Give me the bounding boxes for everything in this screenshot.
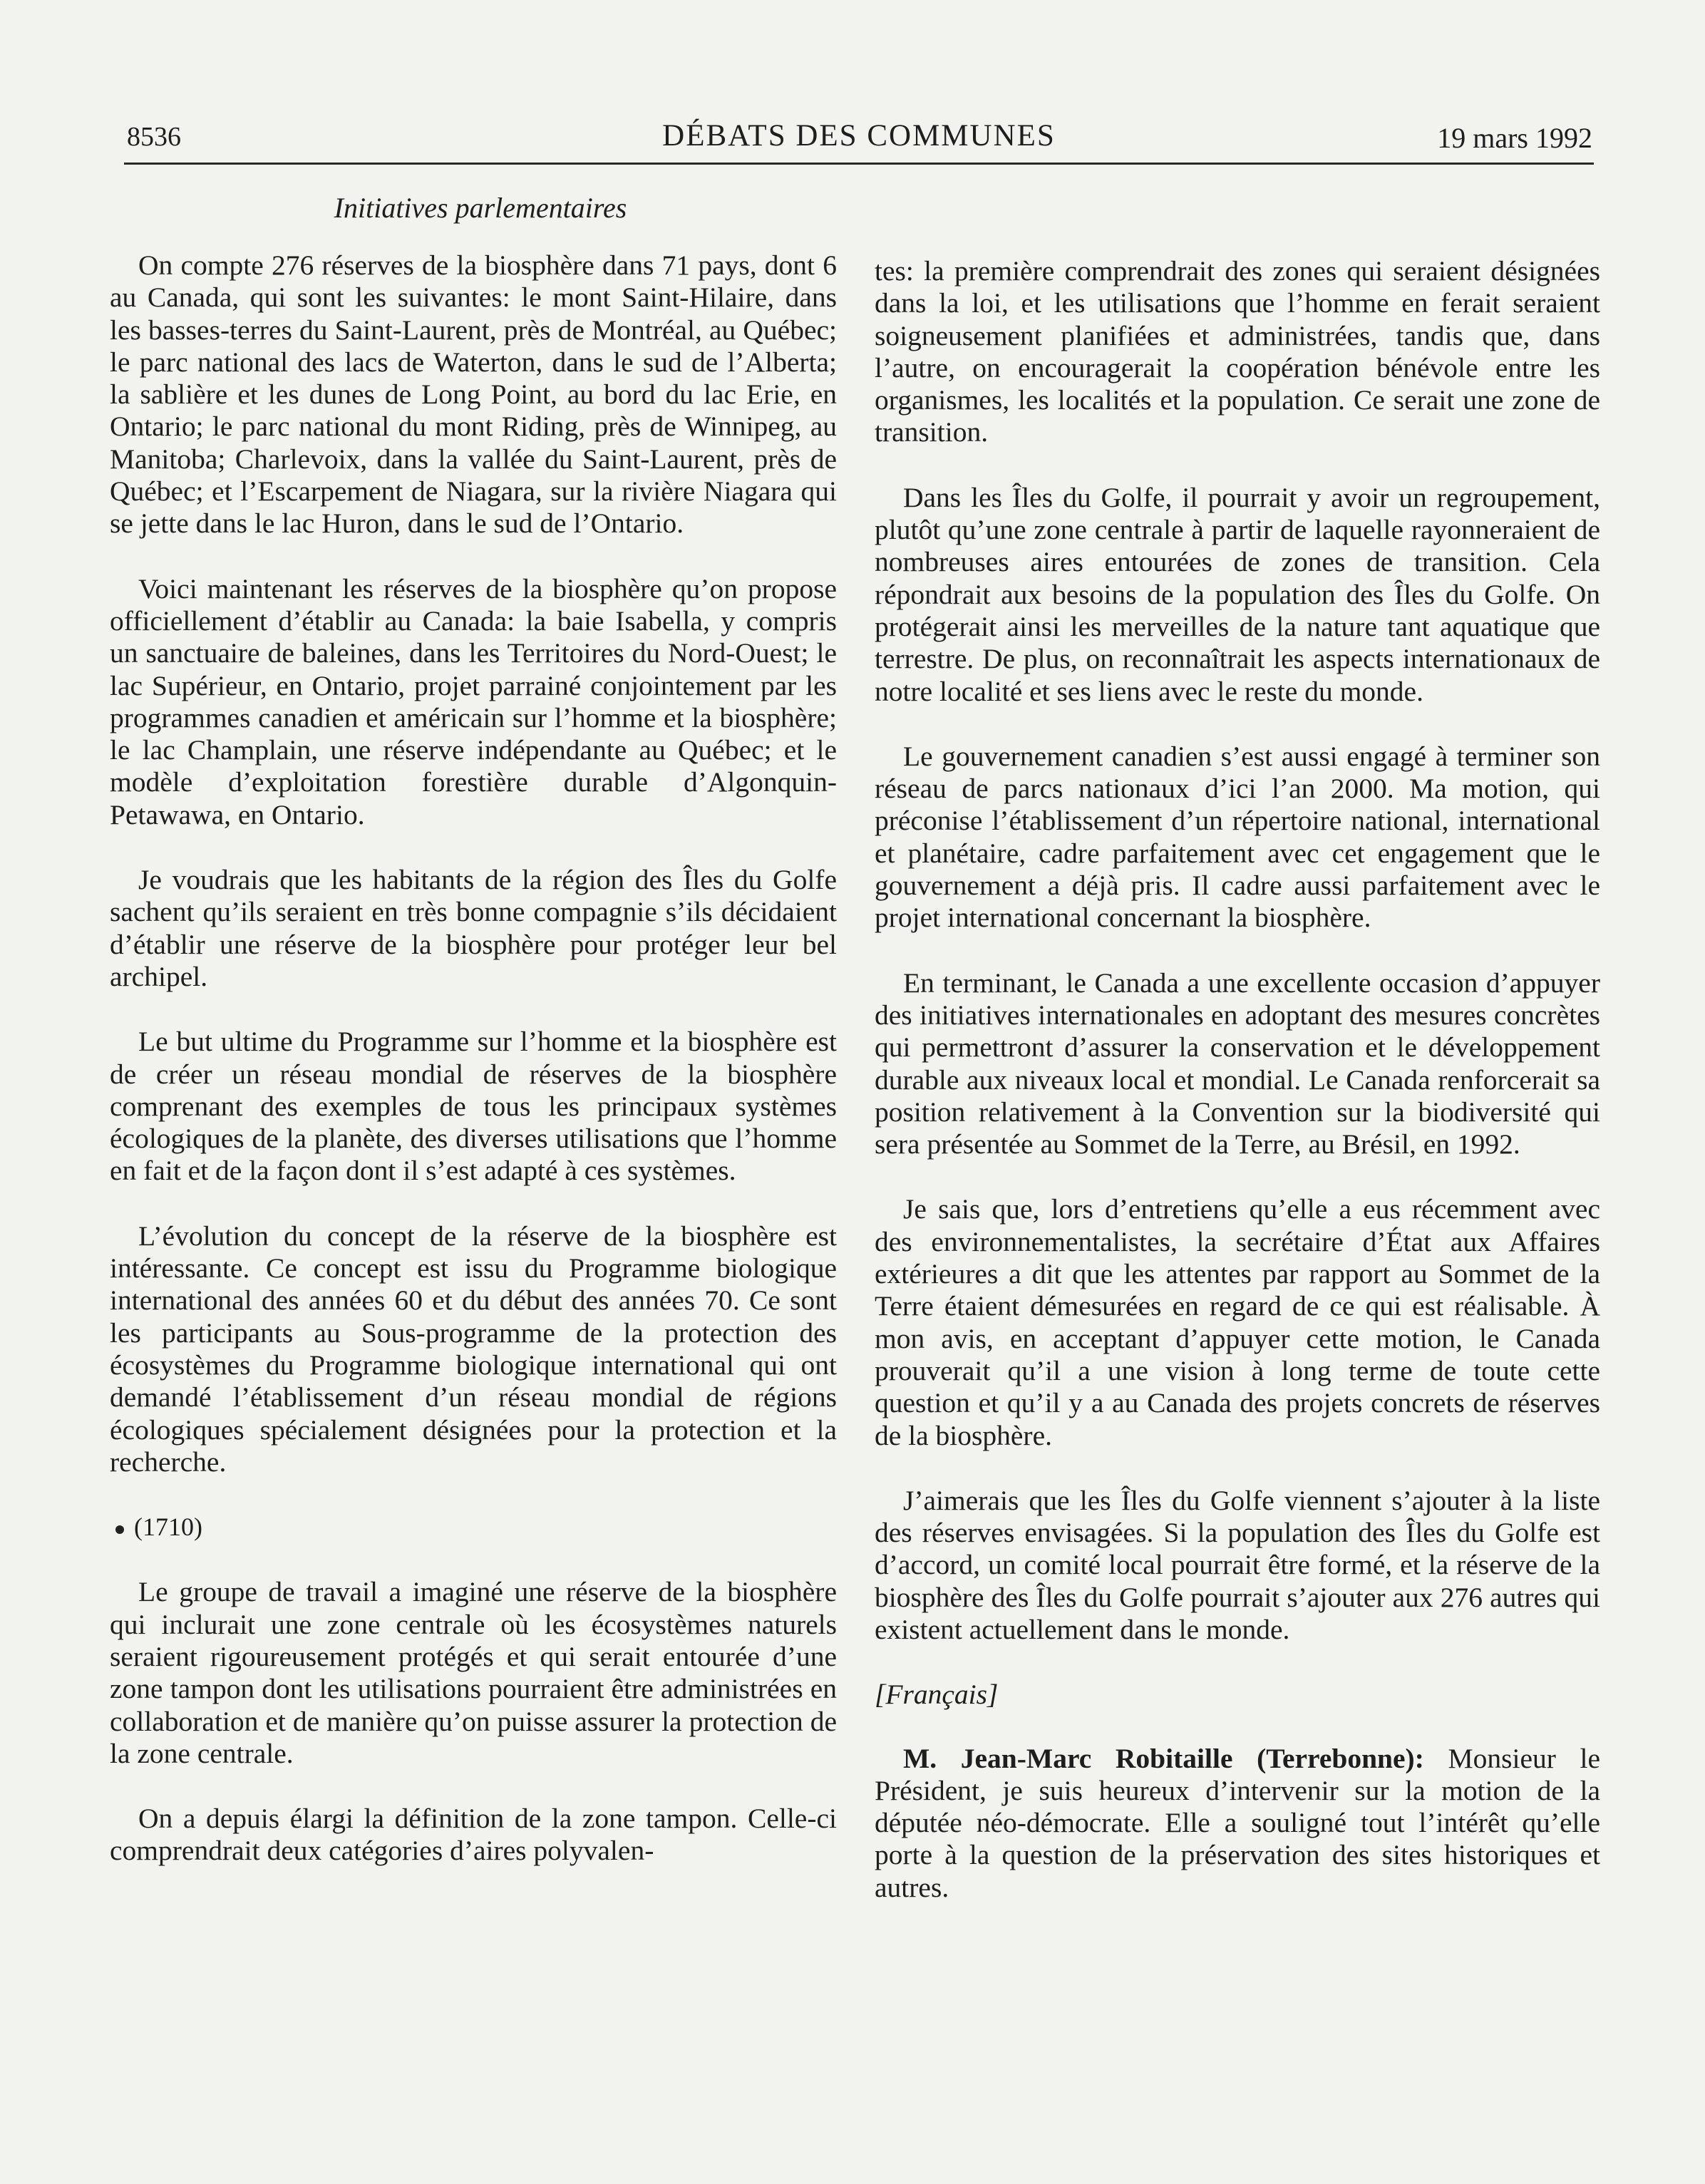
paragraph: En terminant, le Canada a une excellente occasion d’appuyer des initiatives internationales en adoptant des mesures concrètes qui permettront d’assurer la conservation et le développement durable aux niveaux local et mondial. Le Canada renforcerait sa position relativement à la Convention sur la biodiversité qui sera présentée au Sommet de la Terre, au Brésil, en 1992. <box>875 967 1600 1160</box>
speaker-paragraph <box>875 1743 1600 1904</box>
language-tag: [Français] <box>875 1679 999 1711</box>
section-label: Initiatives parlementaires <box>334 192 627 224</box>
paragraph: Voici maintenant les réserves de la biosphère qu’on propose officiellement d’établir au Canada: la baie Isabella, y compris un sanctuaire de baleines, dans les Territoires du Nord-Ouest; le lac Supérieur, en Ontario, projet parrainé conjointement par les programmes canadien et américain sur l’homme et la biosphère; le lac Champlain, une réserve indépendante au Québec; et le modèle d’exploitation forestière durable d’Algonquin-Petawawa, en Ontario. <box>110 572 837 830</box>
right-column <box>875 255 1600 1937</box>
speech-text: Monsieur le Président, je suis heureux d’intervenir sur la motion de la députée néo-démocrate. Elle a souligné tout l’intérêt qu’elle porte à la question de la préservation des sites historiques et autres. <box>875 1742 1600 1903</box>
paragraph: L’évolution du concept de la réserve de la biosphère est intéressante. Ce concept est issu du Programme biologique international des années 60 et du début des années 70. Ce sont les participants au Sous-programme de la protection des écosystèmes du Programme biologique international qui ont demandé l’établissement d’un réseau mondial de régions écologiques spécialement désignées pour la protection et la recherche. <box>110 1220 837 1478</box>
time-marker-text: (1710) <box>134 1513 202 1542</box>
paragraph: Le gouvernement canadien s’est aussi engagé à terminer son réseau de parcs nationaux d’ici l’an 2000. Ma motion, qui préconise l’établissement d’un répertoire national, international et planétaire, cadre parfaitement avec cet engagement que le gouvernement a déjà pris. Il cadre aussi parfaitement avec le projet international concernant la biosphère. <box>875 740 1600 934</box>
paragraph: Je voudrais que les habitants de la région des Îles du Golfe sachent qu’ils seraient en très bonne compagnie s’ils décidaient d’établir une réserve de la biosphère pour protéger leur bel archipel. <box>110 864 837 992</box>
page-number: 8536 <box>127 122 181 152</box>
paragraph: On compte 276 réserves de la biosphère dans 71 pays, dont 6 au Canada, qui sont les suivantes: le mont Saint-Hilaire, dans les basses-terres du Saint-Laurent, près de Montréal, au Québec; le parc national des lacs de Waterton, dans le sud de l’Alberta; la sablière et les dunes de Long Point, au bord du lac Erie, en Ontario; le parc national du mont Riding, près de Winnipeg, au Manitoba; Charlevoix, dans la vallée du Saint-Laurent, près de Québec; et l’Escarpement de Niagara, sur la rivière Niagara qui se jette dans le lac Huron, dans le sud de l’Ontario. <box>110 249 837 540</box>
paragraph: tes: la première comprendrait des zones qui seraient désignées dans la loi, et les utilisations que l’homme en ferait seraient soigneusement planifiées et administrées, tandis que, dans l’autre, on encouragerait la coopération bénévole entre les organismes, les localités et la population. Ce serait une zone de transition. <box>875 255 1600 448</box>
left-column <box>110 249 837 1900</box>
paragraph: Je sais que, lors d’entretiens qu’elle a eus récemment avec des environnementalistes, la secrétaire d’État aux Affaires extérieures a dit que les attentes par rapport au Sommet de la Terre étaient démesurées en regard de ce qui est réalisable. À mon avis, en acceptant d’appuyer cette motion, le Canada prouverait qu’il a une vision à long terme de toute cette question et qu’il y a au Canada des projets concrets de réserves de la biosphère. <box>875 1193 1600 1451</box>
page-header <box>124 118 1594 165</box>
header-date: 19 mars 1992 <box>1437 122 1592 154</box>
paragraph: Le but ultime du Programme sur l’homme et la biosphère est de créer un réseau mondial de réserves de la biosphère comprenant des exemples de tous les principaux systèmes écologiques de la planète, des diverses utilisations que l’homme en fait et de la façon dont il s’est adapté à ces systèmes. <box>110 1026 837 1187</box>
paragraph: Le groupe de travail a imaginé une réserve de la biosphère qui inclurait une zone centrale où les écosystèmes naturels seraient rigoureusement protégés et qui serait entourée d’une zone tampon dont les utilisations pourraient être administrées en collaboration et de manière qu’on puisse assurer la protection de la zone centrale. <box>110 1576 837 1769</box>
journal-title: DÉBATS DES COMMUNES <box>662 119 1056 153</box>
paragraph: J’aimerais que les Îles du Golfe viennent s’ajouter à la liste des réserves envisagées. Si la population des Îles du Golfe est d’accord, un comité local pourrait être formé, et la réserve de la biosphère des Îles du Golfe pourrait s’ajouter aux 276 autres qui existent actuellement dans le monde. <box>875 1484 1600 1645</box>
speaker-name: M. Jean-Marc Robitaille (Terrebonne): <box>903 1742 1424 1774</box>
paragraph: Dans les Îles du Golfe, il pourrait y avoir un regroupement, plutôt qu’une zone centrale à partir de laquelle rayonneraient de nombreuses aires entourées de zones de transition. Cela répondrait aux besoins de la population des Îles du Golfe. On protégerait ainsi les merveilles de la nature tant aquatique que terrestre. De plus, on reconnaîtrait les aspects internationaux de notre localité et ses liens avec le reste du monde. <box>875 481 1600 707</box>
paragraph: On a depuis élargi la définition de la zone tampon. Celle-ci comprendrait deux catégories d’aires polyvalen- <box>110 1803 837 1867</box>
time-marker <box>110 1511 837 1543</box>
bullet-icon <box>115 1525 124 1534</box>
